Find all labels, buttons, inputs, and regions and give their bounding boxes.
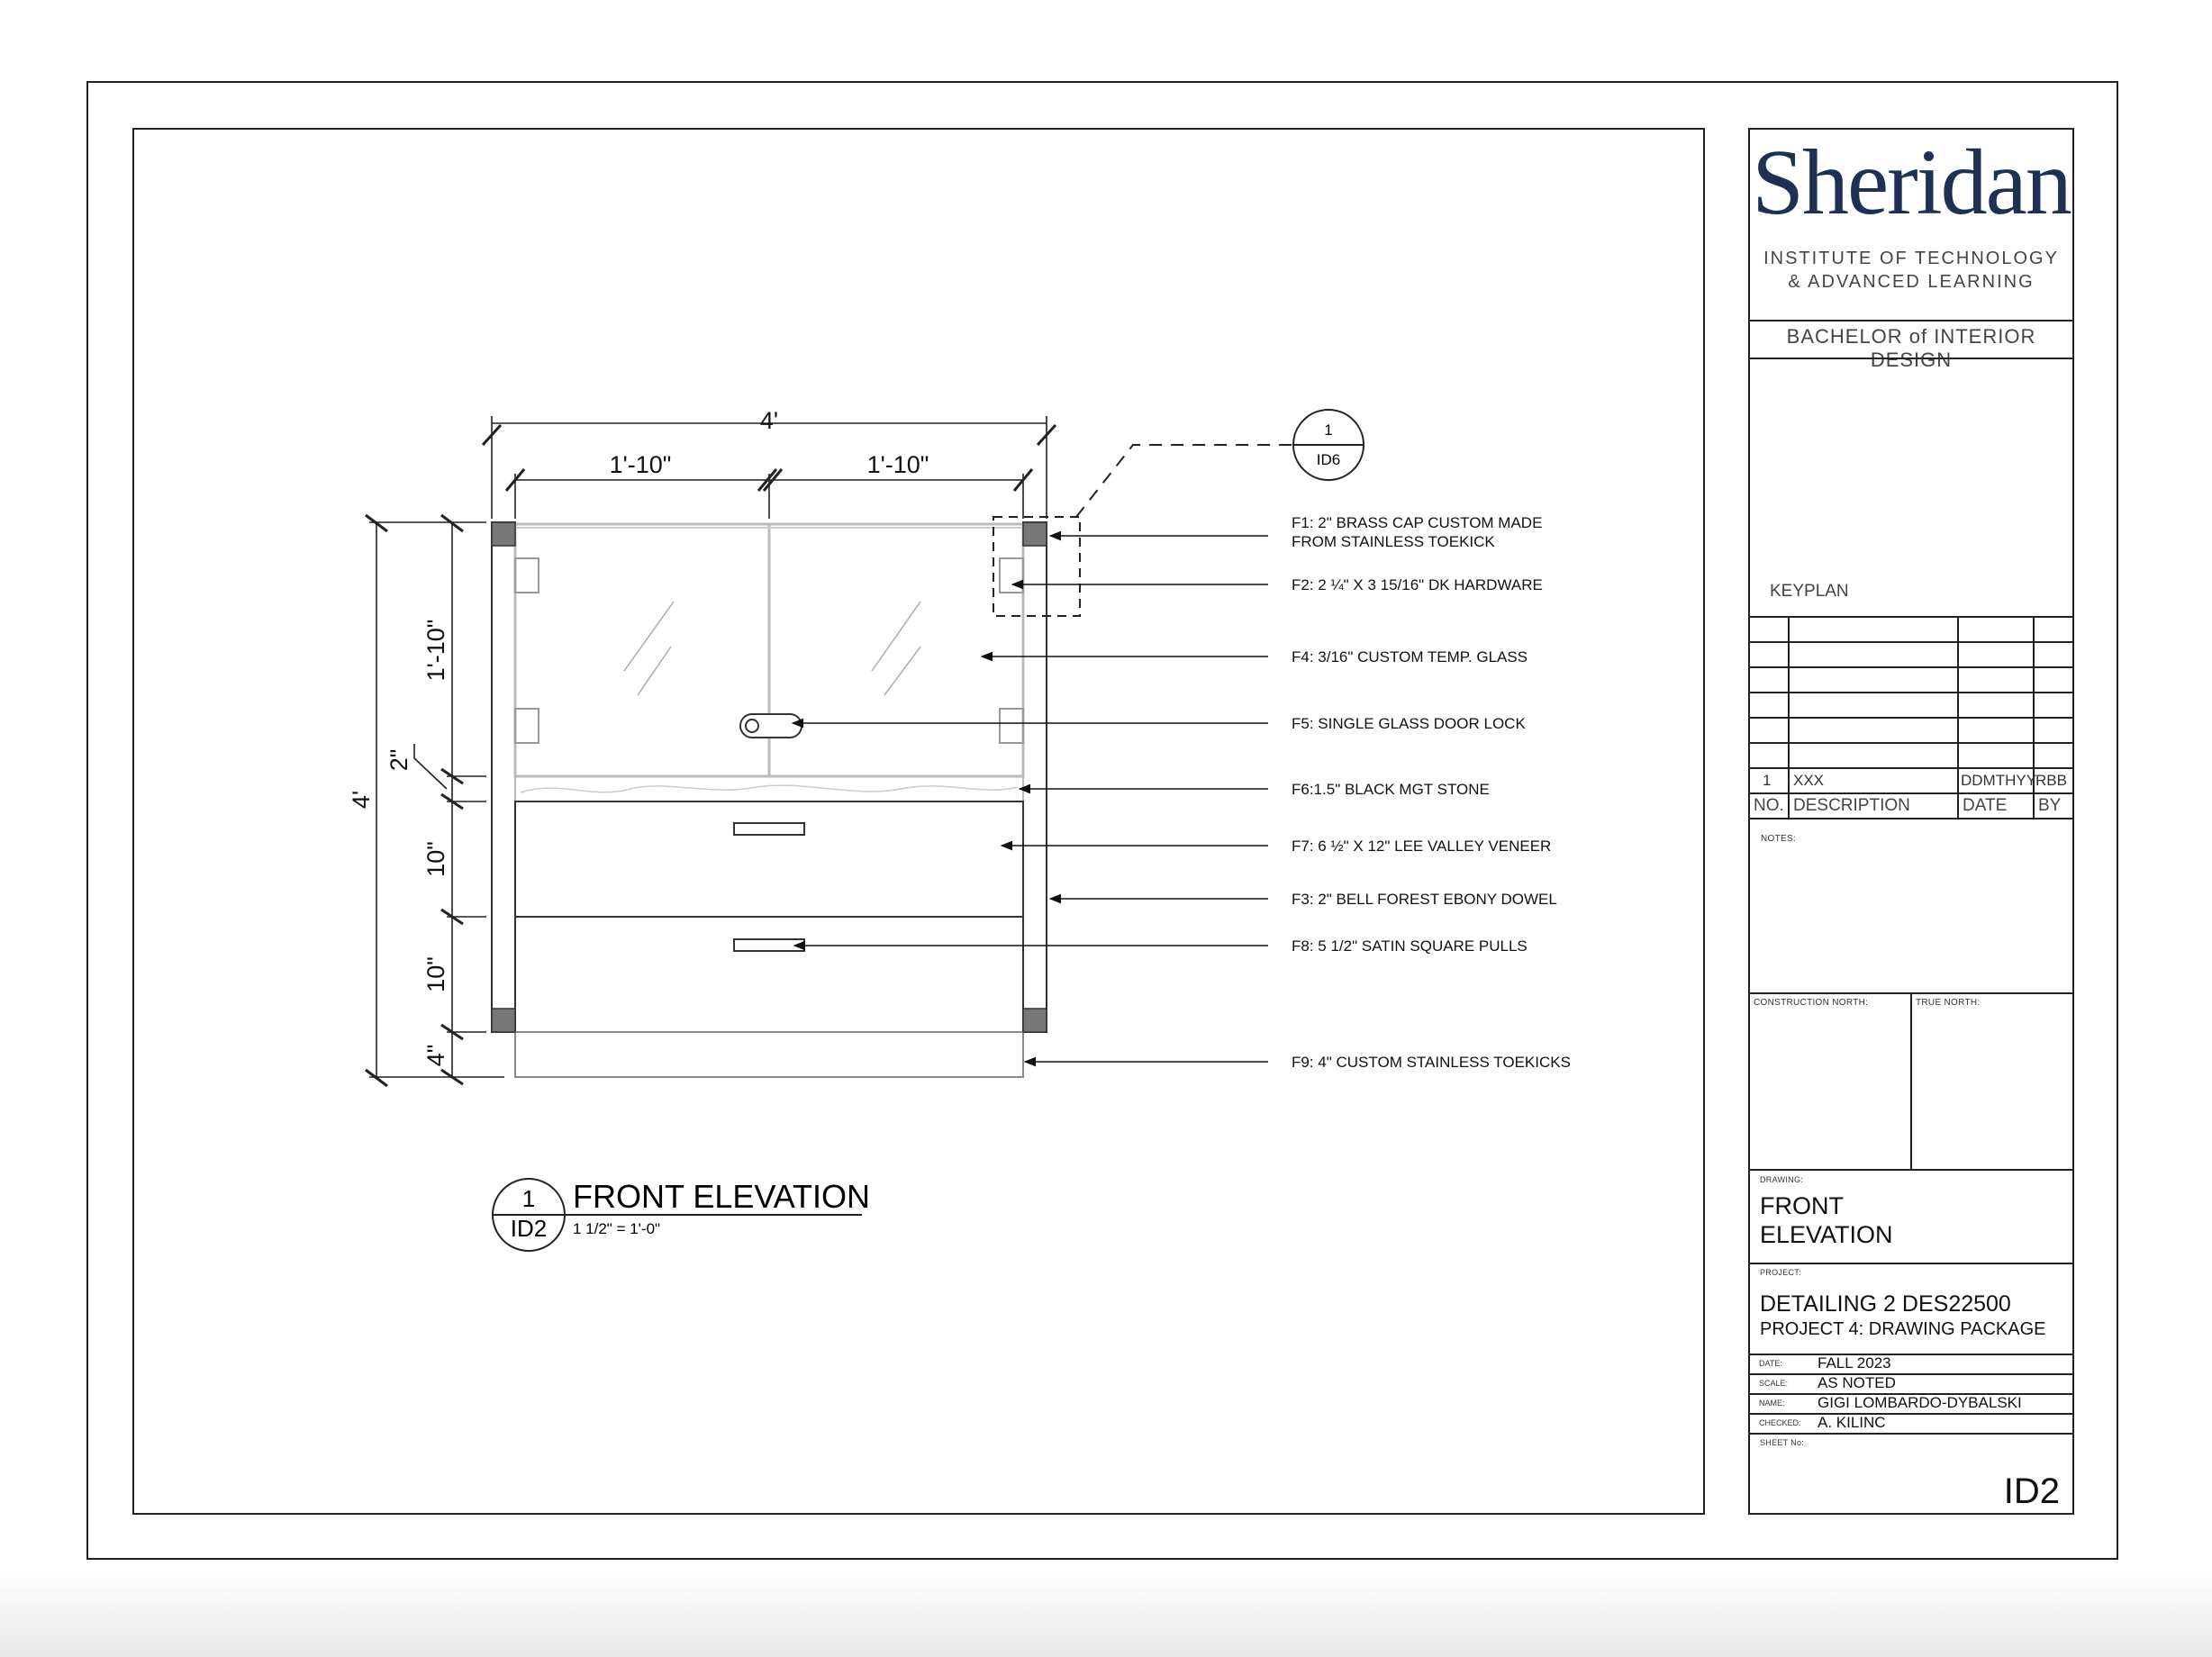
dim-drawer-top: 10" [422,841,449,877]
callout-f9: F9: 4" CUSTOM STAINLESS TOEKICKS [1292,1054,1571,1071]
view-title-text: FRONT ELEVATION [573,1178,871,1215]
notes-label: NOTES: [1761,834,1797,844]
view-title-number: 1 [521,1185,536,1212]
tb-divider [1750,1169,2072,1171]
rev-header-date: DATE [1963,796,2008,815]
toekick [515,1032,1023,1077]
callout-f6: F6:1.5" BLACK MGT STONE [1292,781,1490,798]
rev-header-by: BY [2038,796,2062,815]
scale-label: SCALE: [1759,1379,1789,1388]
callout-f4: F4: 3/16" CUSTOM TEMP. GLASS [1292,648,1528,666]
drawing-name-line-2: ELEVATION [1760,1221,1893,1248]
drawer-bottom [515,917,1023,1032]
project-subtitle: PROJECT 4: DRAWING PACKAGE [1760,1319,2046,1339]
institute-line-2: & ADVANCED LEARNING [1788,272,2035,292]
detail-leader [1076,445,1293,517]
sheet-number: ID2 [2003,1471,2060,1511]
detail-ref-sheet: ID6 [1316,451,1341,468]
tb-divider [1750,358,2072,359]
glass-reflection-marks [624,602,920,695]
revision-row [1750,767,2072,792]
dimension-text [348,407,929,1066]
hinge-right-bottom [1000,709,1023,743]
info-row-scale [1750,1373,2072,1393]
rev-no: 1 [1763,772,1772,789]
callout-f1-line1: F1: 2" BRASS CAP CUSTOM MADE [1292,514,1543,531]
title-block [1748,128,2074,1515]
detail-reference-bubble [1293,410,1364,480]
callout-f3: F3: 2" BELL FOREST EBONY DOWEL [1292,891,1557,908]
revision-header [1750,792,2072,818]
dim-stone: 2" [385,748,412,772]
rev-description: XXX [1793,772,1825,789]
name-value: GIGI LOMBARDO-DYBALSKI [1818,1394,2022,1411]
dim-toekick: 4" [422,1044,449,1067]
checked-label: CHECKED: [1759,1418,1801,1427]
glass-door-right [769,524,1023,776]
date-value: FALL 2023 [1818,1354,1891,1372]
date-label: DATE: [1759,1359,1782,1368]
callout-text [1292,514,1571,1071]
stone-band [515,776,1023,801]
rev-header-description: DESCRIPTION [1793,796,1910,815]
dim-right-half: 1'-10" [866,451,929,478]
dim-drawer-bottom: 10" [422,956,449,992]
dimension-lines [366,416,1056,1086]
info-row-date [1750,1354,2072,1373]
detail-ref-number: 1 [1324,421,1333,439]
hinge-left-bottom [515,709,539,743]
checked-value: A. KILINC [1818,1414,1886,1431]
right-post [1023,522,1047,1032]
info-row-name [1750,1393,2072,1413]
tb-divider [1750,818,2072,819]
revision-table [1750,616,2072,818]
degree-name: BACHELOR of INTERIOR DESIGN [1786,325,2036,371]
view-title [493,1178,870,1251]
dim-overall-height: 4' [348,790,375,810]
drawer-pull-bottom [734,939,804,951]
project-title: DETAILING 2 DES22500 [1760,1291,2011,1317]
callout-f2: F2: 2 ¼" X 3 15/16" DK HARDWARE [1292,576,1543,593]
drawer-pull-top [734,823,804,835]
callout-f5: F5: SINGLE GLASS DOOR LOCK [1292,715,1526,732]
rev-date: DDMTHYY [1961,772,2037,789]
drawing-name [1760,1191,1893,1249]
institute-line-1: INSTITUTE OF TECHNOLOGY [1763,249,2059,268]
sheet-no-label: SHEET No: [1760,1438,1805,1447]
name-label: NAME: [1759,1399,1785,1408]
glass-door-left [515,524,769,776]
keyplan-label: KEYPLAN [1770,582,1849,601]
hinge-right-top [1000,558,1023,593]
left-post [492,522,515,1032]
sheridan-logo: Sheridan [1752,131,2071,234]
drawing-label: DRAWING: [1760,1175,1804,1184]
dim-upper: 1'-10" [422,619,449,682]
rev-by: RBB [2035,772,2067,789]
callout-f1-line2: FROM STAINLESS TOEKICK [1292,533,1495,550]
drawing-name-line-1: FRONT [1760,1192,1844,1219]
construction-north-label: CONSTRUCTION NORTH: [1754,998,1869,1008]
institute-name [1750,247,2072,294]
project-label: PROJECT: [1760,1268,1801,1277]
true-north-label: TRUE NORTH: [1916,998,1981,1008]
view-title-scale: 1 1/2" = 1'-0" [573,1220,661,1237]
dim-overall-width: 4' [759,407,779,434]
north-divider [1910,992,1912,1169]
view-title-sheet: ID2 [510,1215,548,1242]
callout-f7: F7: 6 ½" X 12" LEE VALLEY VENEER [1292,838,1552,855]
tb-divider [1750,1263,2072,1264]
scale-value: AS NOTED [1818,1374,1896,1391]
info-row-checked [1750,1413,2072,1433]
cabinet-elevation [492,522,1047,1077]
dim-left-half: 1'-10" [609,451,672,478]
callout-f8: F8: 5 1/2" SATIN SQUARE PULLS [1292,937,1528,955]
rev-header-no: NO. [1754,796,1784,815]
glass-door-lock [740,714,802,738]
drawer-top [515,801,1023,917]
tb-divider [1750,320,2072,321]
hinge-left-top [515,558,539,593]
